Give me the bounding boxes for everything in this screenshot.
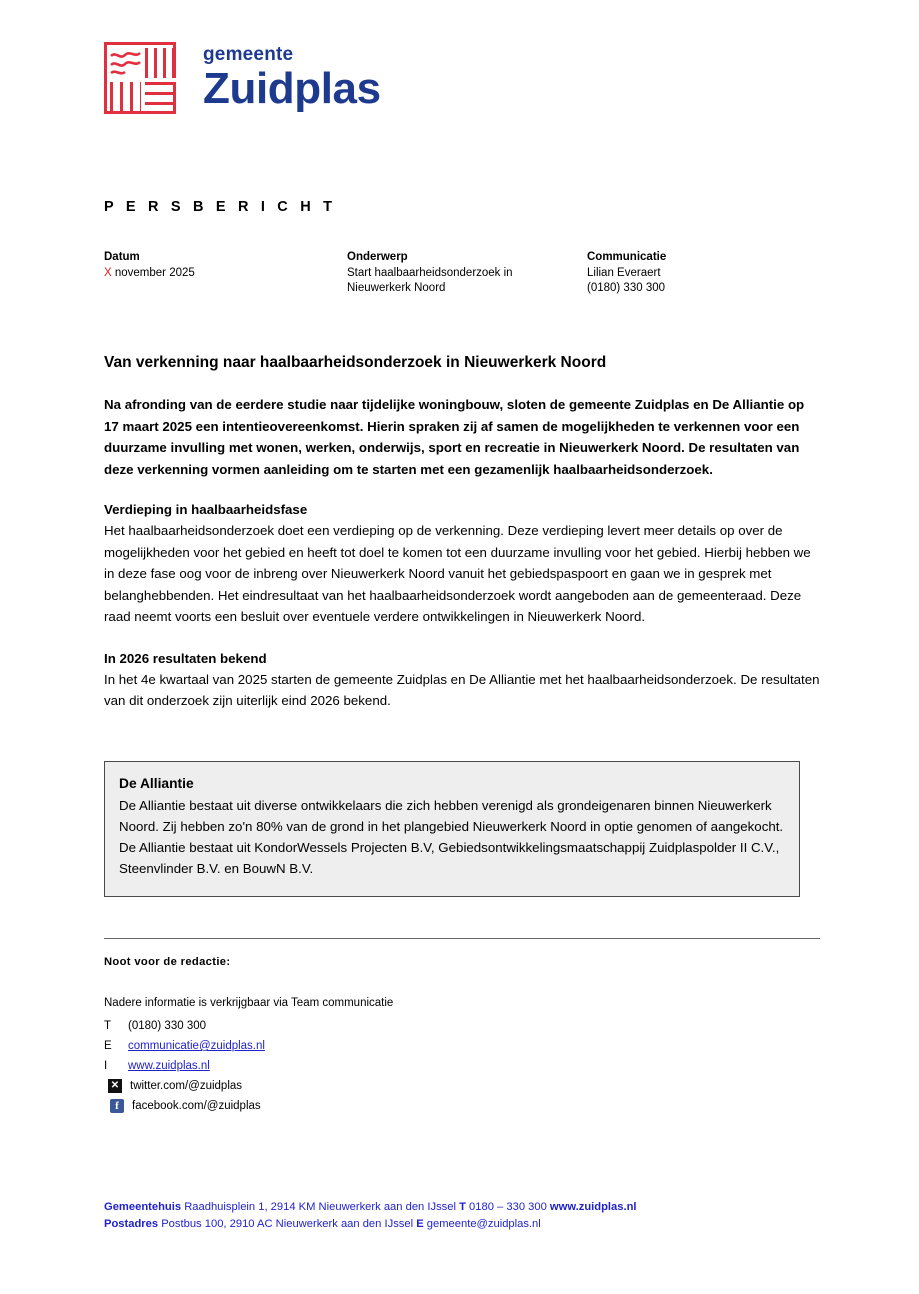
- footer-label-gemeentehuis: Gemeentehuis: [104, 1201, 182, 1213]
- editorial-note-divider: [104, 938, 820, 939]
- logo-zuidplas-text: Zuidplas: [203, 64, 381, 113]
- metadata-subject-line-1: Start haalbaarheidsonderzoek in: [347, 267, 513, 279]
- metadata-subject-column: [347, 250, 587, 296]
- metadata-date-column: [104, 250, 347, 296]
- article-body: [104, 353, 820, 733]
- page-title: Van verkenning naar haalbaarheidsonderzoek in Nieuwerkerk Noord: [104, 354, 607, 371]
- logo-gemeente-text: gemeente: [203, 44, 294, 65]
- metadata-row: [104, 250, 820, 296]
- callout-box-de-alliantie: [104, 761, 800, 897]
- metadata-communication-label: Communicatie: [587, 251, 667, 263]
- editorial-note-intro: Nadere informatie is verkrijgbaar via Team communicatie: [104, 997, 394, 1009]
- footer-label-postadres: Postadres: [104, 1217, 159, 1230]
- logo-quadrant-waves: [110, 48, 141, 78]
- contact-value-email-link[interactable]: communicatie@zuidplas.nl: [128, 1040, 265, 1052]
- contact-key-phone: T: [104, 1020, 112, 1032]
- logo-divider-horizontal-right: [145, 78, 176, 82]
- footer-line-postadres: [104, 1216, 820, 1233]
- section-1-heading: Verdieping in haalbaarheidsfase: [104, 502, 308, 517]
- footer-phone-value: 0180 – 330 300: [465, 1201, 550, 1213]
- logo-wordmark: [203, 45, 381, 111]
- footer-email-label: E: [416, 1217, 424, 1230]
- editorial-note-heading: Noot voor de redactie:: [104, 956, 231, 968]
- article-lede: Na afronding van de eerdere studie naar tijdelijke woningbouw, sloten de gemeente Zuidplas en De Alliantie op 17 maart 2025 een intentieovereenkomst. Hierin spraken zij af samen de mogelijkheden te verkennen voor een duurzame invulling met wonen, werken, onderwijs, sport en recreatie in Nieuwerkerk Noord. De resultaten van deze verkenning vormen aanleiding om te starten met een gezamenlijk haalbaarheidsonderzoek.: [104, 397, 805, 477]
- logo-quadrant-vertical-bottom: [110, 82, 141, 111]
- footer-line-gemeentehuis: [104, 1199, 820, 1216]
- contact-row-twitter[interactable]: [108, 1076, 265, 1096]
- logo-quadrant-vertical-top: [145, 48, 173, 78]
- contact-row-phone: [104, 1016, 265, 1036]
- contact-value-facebook[interactable]: facebook.com/@zuidplas: [132, 1100, 261, 1112]
- metadata-contact-phone: (0180) 330 300: [587, 282, 666, 294]
- zuidplas-logo: [104, 42, 381, 114]
- footer-website[interactable]: www.zuidplas.nl: [549, 1201, 637, 1213]
- date-month-year: november 2025: [111, 267, 195, 279]
- twitter-x-icon[interactable]: ✕: [108, 1079, 122, 1093]
- callout-body: De Alliantie bestaat uit diverse ontwikkelaars die zich hebben verenigd als grondeigenaren binnen Nieuwerkerk Noord. Zij hebben zo'n 80% van de grond in het plangebied Nieuwerkerk Noord in optie genomen of aangekocht. De Alliantie bestaat uit KondorWessels Projecten B.V, Gebiedsontwikkelingsmaatschappij Zuidplaspolder II C.V., Steenvlinder B.V. en BouwN B.V.: [119, 798, 784, 876]
- metadata-subject-line-2: Nieuwerkerk Noord: [347, 282, 446, 294]
- contact-row-email[interactable]: [104, 1036, 265, 1056]
- callout-title: De Alliantie: [119, 776, 194, 791]
- footer-address-gemeentehuis: Raadhuisplein 1, 2914 KM Nieuwerkerk aan den IJssel: [181, 1201, 460, 1213]
- date-placeholder-x: X: [104, 267, 112, 279]
- section-2-body: In het 4e kwartaal van 2025 starten de gemeente Zuidplas en De Alliantie met het haalbaarheidsonderzoek. De resultaten van dit onderzoek zijn uiterlijk eind 2026 bekend.: [104, 671, 820, 708]
- footer-email-value[interactable]: gemeente@zuidplas.nl: [423, 1217, 541, 1230]
- contact-list: [104, 1016, 265, 1116]
- metadata-communication-column: [587, 250, 820, 296]
- footer-address-postadres: Postbus 100, 2910 AC Nieuwerkerk aan den IJssel: [158, 1217, 417, 1230]
- contact-value-website-link[interactable]: www.zuidplas.nl: [128, 1060, 210, 1072]
- logo-quadrant-horizontal: [145, 82, 173, 111]
- contact-key-website: I: [104, 1060, 108, 1072]
- section-1-body: Het haalbaarheidsonderzoek doet een verdieping op de verkenning. Deze verdieping levert meer details op over de mogelijkheden voor het gebied en heeft tot doel te komen tot een duurzame invulling voor het gebied. Hierbij hebben we in deze fase oog voor de inbreng over Nieuwerkerk Noord vanuit het gebiedspaspoort en gaan we in gesprek met belanghebbenden. Het eindresultaat van het haalbaarheidsonderzoek wordt aangeboden aan de gemeenteraad. Deze raad neemt voorts een besluit over eventuele verdere ontwikkelingen in Nieuwerkerk Noord.: [104, 523, 811, 624]
- contact-row-website[interactable]: [104, 1056, 265, 1076]
- zuidplas-coat-of-arms-icon: [104, 42, 176, 114]
- facebook-icon[interactable]: f: [110, 1099, 124, 1113]
- page-footer: [104, 1199, 820, 1232]
- logo-divider-horizontal-left: [110, 78, 145, 82]
- section-2-heading: In 2026 resultaten bekend: [104, 650, 267, 666]
- contact-row-facebook[interactable]: [110, 1096, 265, 1116]
- footer-phone-label: T: [459, 1201, 466, 1213]
- metadata-contact-name: Lilian Everaert: [587, 267, 661, 279]
- metadata-date-label: Datum: [104, 251, 140, 263]
- contact-value-phone: (0180) 330 300: [128, 1020, 207, 1032]
- contact-value-twitter[interactable]: twitter.com/@zuidplas: [130, 1080, 243, 1092]
- metadata-subject-label: Onderwerp: [347, 251, 408, 263]
- contact-key-email: E: [104, 1040, 112, 1052]
- document-kind-heading: P E R S B E R I C H T: [104, 199, 337, 215]
- metadata-date-value: [104, 266, 347, 281]
